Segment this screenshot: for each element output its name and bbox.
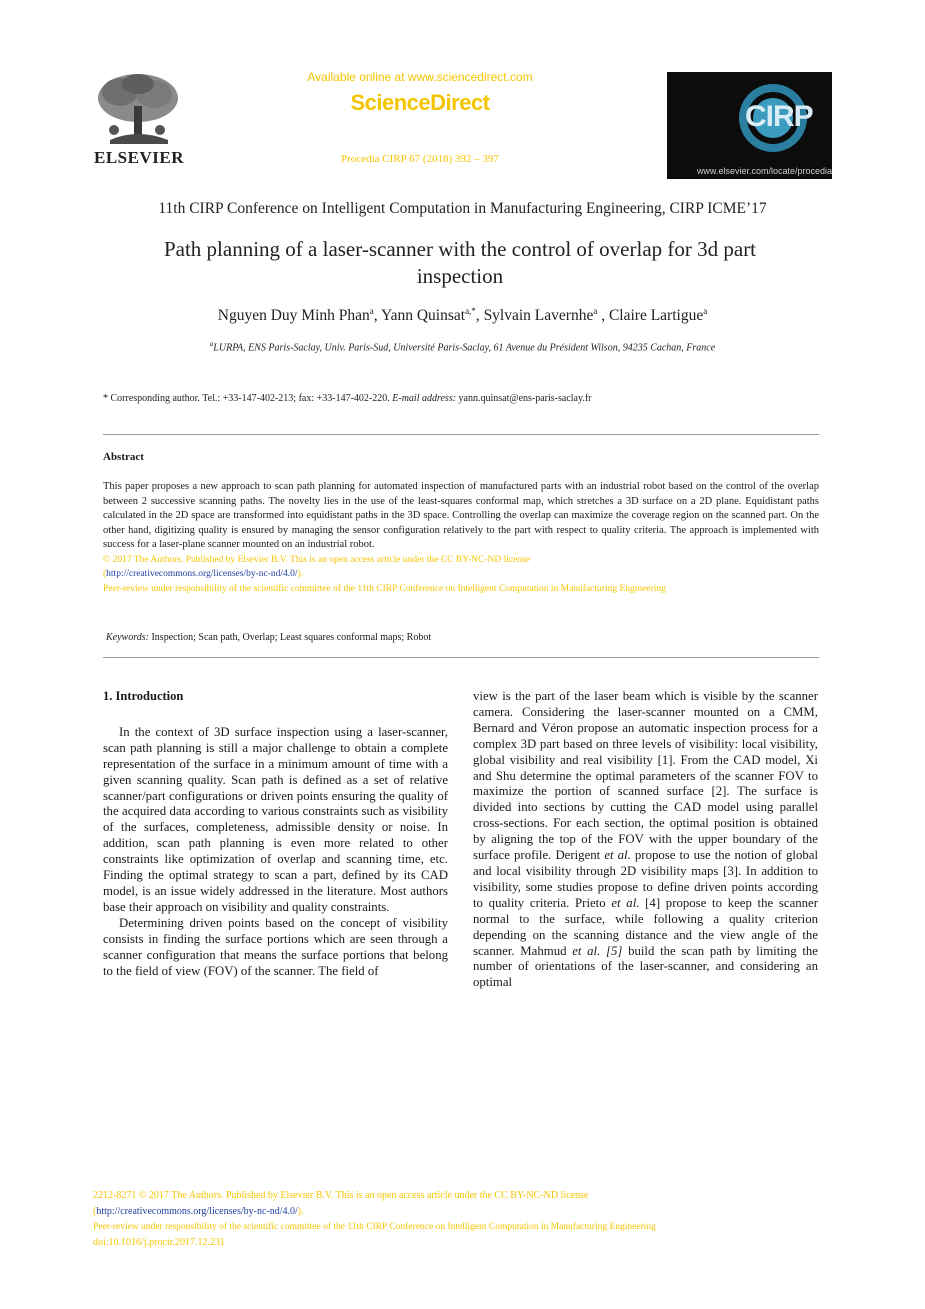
- affiliation-sup: a: [209, 340, 214, 348]
- footer-peer-review: Peer-review under responsibility of the scientific committee of the 11th CIRP Conference on Intelligent Computation in Manufacturing Engineering: [93, 1222, 656, 1232]
- intro-paragraph-2: Determining driven points based on the concept of visibility consists in finding the surface portions which are seen through a scanner configuration that means the surface portions that belong to the field of view (FOV) of the scanner. The field of: [103, 915, 448, 978]
- author-3: , Sylvain Lavernhe: [475, 307, 594, 325]
- journal-reference: Procedia CIRP 67 (2018) 392 – 397: [341, 153, 499, 165]
- corresponding-author: [103, 393, 823, 404]
- footer-license-close: ).: [297, 1206, 304, 1217]
- et-al-1: et al.: [604, 848, 631, 863]
- email-address[interactable]: yann.quinsat@ens-paris-saclay.fr: [456, 393, 592, 404]
- footer-license-open: (: [93, 1206, 97, 1217]
- sciencedirect-brand: ScienceDirect: [350, 90, 490, 115]
- abstract-peer-review: Peer-review under responsibility of the scientific committee of the 11th CIRP Conference on Intelligent Computation in Manufacturing Engineering: [103, 583, 666, 594]
- left-column: [103, 689, 448, 979]
- footer-license: [93, 1206, 813, 1217]
- affiliation-text: LURPA, ENS Paris-Saclay, Univ. Paris-Sud, Université Paris-Saclay, 61 Avenue du Président Wilson, 94235 Cachan, France: [213, 342, 716, 354]
- cirp-logo-text: CIRP: [745, 100, 813, 133]
- title-line-1: Path planning of a laser-scanner with the control of overlap for 3d part: [163, 237, 757, 261]
- corresponding-text: * Corresponding author. Tel.: +33-147-402-213; fax: +33-147-402-220.: [103, 393, 393, 404]
- text-run-2: propose to use the notion of global and local visibility through 2D visibility maps [3]. In addition to visibility, some studies propose to define driven points according to quality criteria. Prieto: [473, 848, 819, 910]
- section-heading: 1. Introduction: [103, 689, 184, 703]
- abstract-license: [103, 567, 819, 582]
- text-run-4: build the scan path by limiting the number of orientations of the laser-scanner, and considering an optimal: [473, 943, 818, 990]
- text-run-1: view is the part of the laser beam which is visible by the scanner camera. Considering the laser-scanner mounted on a CMM, Bernard and Véron propose an automatic inspection process for a complex 3D part based on three levels of visibility: local visibility, global visibility and real visibility [1]. From the CAD model, Xi and Shu determine the optimal parameters of the scanner FOV to maximize the portion of scanned surface [2]. The surface is divided into sections by cutting the CAD model using parallel cross-sections. For each section, the optimal position is obtained by aligning the top of the FOV with the upper boundary of the surface profile. Derigent: [473, 689, 818, 863]
- intro-paragraph-1: In the context of 3D surface inspection using a laser-scanner, scan path planning is still a major challenge to obtain a complete representation of the surface in a minimum amount of time with a given scanning quality. Scan path is defined as a set of relative scanner/part configurations or driven points ensuring the quality of the acquired data according to various constraints such as visibility of the surfaces, completeness, admissible density or noise. In addition, scan path planning is even more related to other constraints like optimization of overlap and scanning time, etc. Finding the optimal strategy to scan a part, defined by its CAD model, is an issue widely addressed in the literature. Most authors base their approach on visibility and quality constraints.: [103, 724, 448, 914]
- license-open: (: [103, 569, 107, 579]
- keywords: [106, 632, 431, 643]
- abstract-text: This paper proposes a new approach to scan path planning for automated inspection of manufactured parts with an industrial robot based on the control of the overlap between 2 successive scanning paths. The novelty lies in the use of the least-squares conformal map, which stretches a 3D surface on a 2D plane. Equidistant paths calculated in the 2D space are transformed into equidistant paths in the 3D space. Controlling the overlap can maximize the coverage region on the scanned part. On the other hand, digitizing quality is ensured by managing the sensor configuration relatively to the part with respect to quality criteria. The approach is implemented with success for a laser-plane scanner mounted on an industrial robot.: [103, 481, 819, 550]
- right-column: [473, 689, 818, 991]
- keywords-list: Inspection; Scan path, Overlap; Least squares conformal maps; Robot: [148, 632, 432, 643]
- author-4: , Claire Lartigue: [597, 307, 704, 325]
- license-url-link[interactable]: http://creativecommons.org/licenses/by-nc-nd/4.0/: [106, 569, 298, 579]
- abstract-heading: Abstract: [103, 451, 144, 463]
- author-2: , Yann Quinsat: [373, 307, 466, 325]
- author-1: Nguyen Duy Minh Phan: [217, 307, 370, 325]
- intro-paragraph-3: [473, 689, 818, 991]
- et-al-3: et al. [5]: [572, 943, 623, 958]
- divider-bottom: [103, 657, 819, 658]
- conference-name: 11th CIRP Conference on Intelligent Computation in Manufacturing Engineering, CIRP ICME’17: [158, 200, 767, 217]
- footer-doi[interactable]: doi:10.1016/j.procir.2017.12.231: [93, 1237, 225, 1248]
- title-line-2: inspection: [416, 264, 504, 288]
- author-2-sup: a,*: [465, 306, 476, 316]
- affiliation: [0, 340, 925, 353]
- license-close: ).: [297, 569, 304, 579]
- abstract-copyright: © 2017 The Authors. Published by Elsevier B.V. This is an open access article under the CC BY-NC-ND license: [103, 554, 531, 565]
- author-1-sup: a: [369, 306, 374, 316]
- keywords-label: Keywords:: [106, 632, 149, 643]
- footer-license-url-link[interactable]: http://creativecommons.org/licenses/by-nc-nd/4.0/: [96, 1206, 298, 1217]
- cirp-url-link[interactable]: www.elsevier.com/locate/procedia: [696, 166, 832, 176]
- divider-top: [103, 434, 819, 435]
- author-4-sup: a: [703, 306, 708, 316]
- email-label: E-mail address:: [392, 393, 457, 404]
- author-3-sup: a: [593, 306, 598, 316]
- et-al-2: et al.: [611, 895, 640, 910]
- paper-title: [100, 236, 820, 290]
- footer-issn: 2212-8271 © 2017 The Authors. Published by Elsevier B.V. This is an open access article under the CC BY-NC-ND license: [93, 1190, 589, 1201]
- publisher-wordmark: ELSEVIER: [94, 148, 184, 167]
- text-run-3: [4] propose to keep the scanner normal to the surface, while following a quality criterion depending on the scanning distance and the view angle of the scanner. Mahmud: [473, 895, 818, 958]
- abstract-block: [103, 480, 819, 596]
- author-list: [0, 306, 925, 325]
- available-online-link[interactable]: Available online at www.sciencedirect.com: [307, 70, 533, 84]
